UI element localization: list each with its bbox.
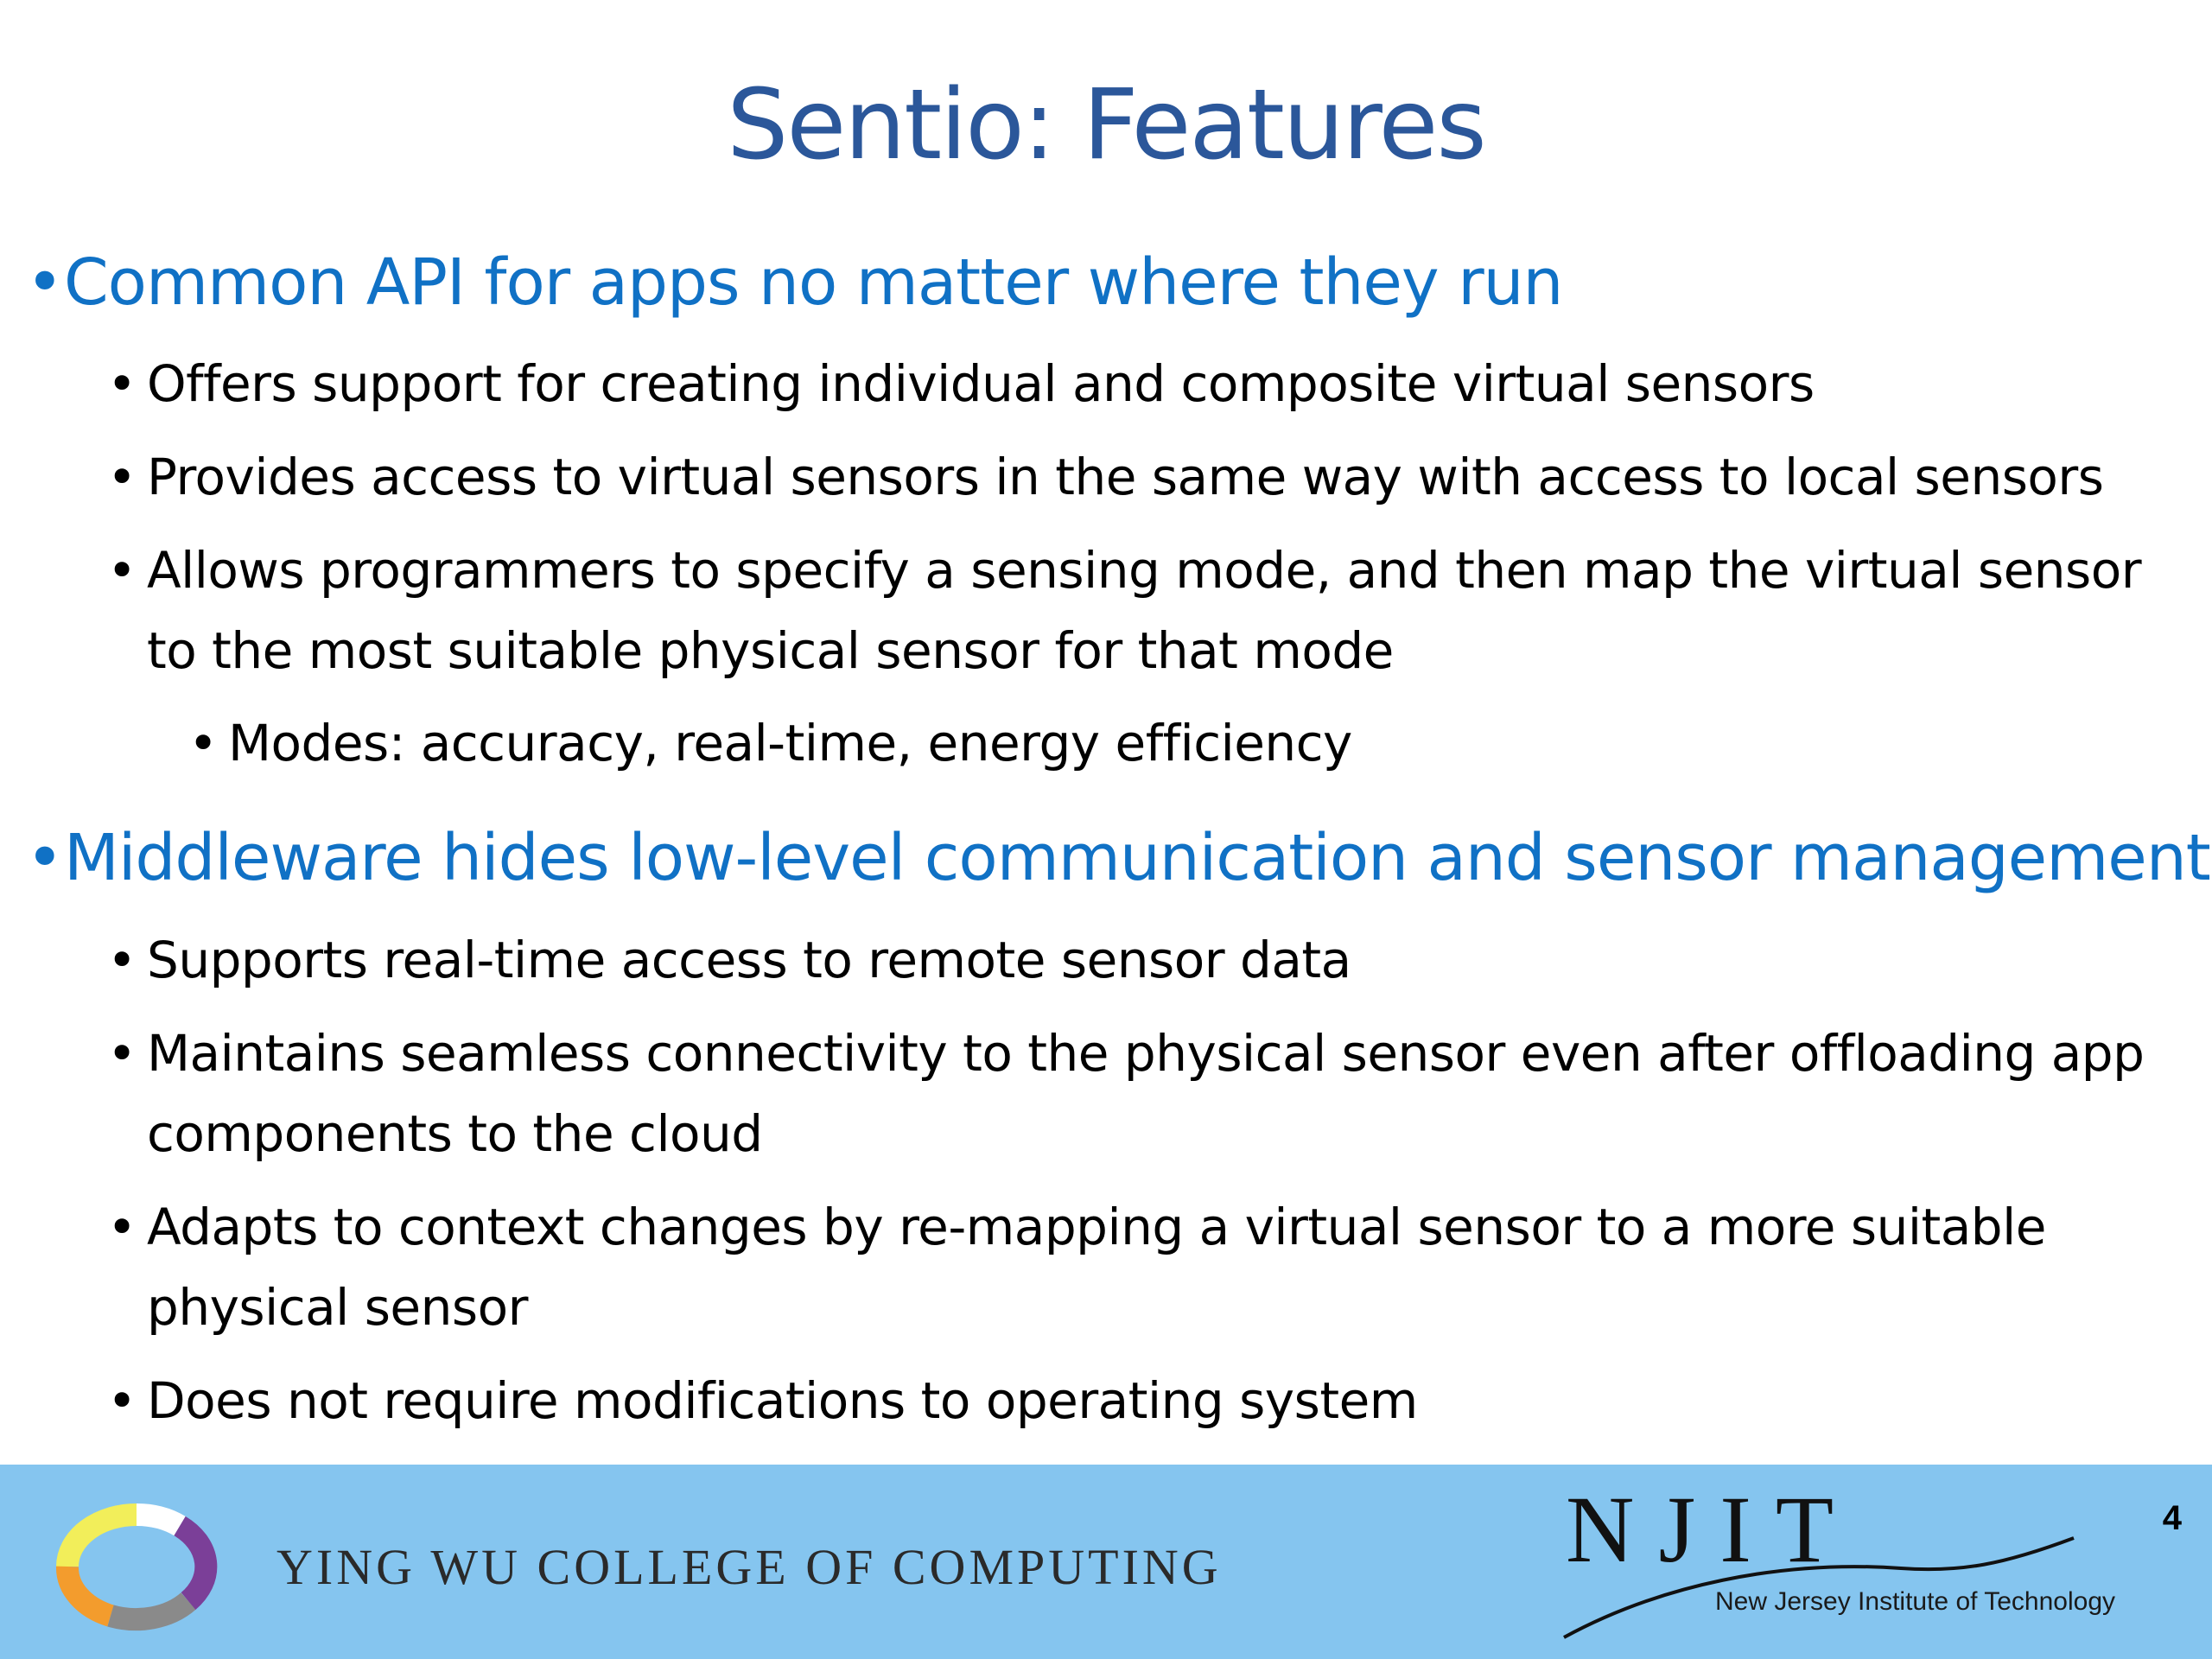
bullet-item: • Supports real-time access to remote sensor data [107, 931, 1351, 989]
section-heading: •Middleware hides low-level communication and sensor management [26, 821, 2210, 895]
bullet-item: • Offers support for creating individual and composite virtual sensors [107, 354, 1815, 413]
njit-logo-text: NJIT [1566, 1477, 1859, 1582]
bullet-item: • Maintains seamless connectivity to the physical sensor even after offloading app [107, 1024, 2145, 1083]
bullet-marker: • [107, 931, 137, 989]
bullet-marker: • [26, 245, 63, 320]
bullet-marker: • [107, 1024, 137, 1083]
bullet-marker: • [188, 714, 218, 772]
section-heading: •Common API for apps no matter where they run [26, 245, 1563, 320]
bullet-marker: • [107, 448, 137, 506]
college-name: YING WU COLLEGE OF COMPUTING [276, 1539, 1222, 1595]
bullet-item: • Does not require modifications to operating system [107, 1371, 1418, 1430]
bullet-marker: • [26, 821, 63, 895]
footer-band [0, 1465, 2212, 1659]
bullet-marker: • [107, 1371, 137, 1430]
bullet-marker: • [107, 354, 137, 413]
bullet-item-continuation: components to the cloud [147, 1104, 763, 1163]
bullet-item-continuation: physical sensor [147, 1278, 528, 1337]
college-logo-icon [50, 1497, 223, 1636]
slide-title: Sentio: Features [727, 69, 1485, 181]
institute-name: New Jersey Institute of Technology [1715, 1587, 2116, 1616]
sub-bullet-item: • Modes: accuracy, real-time, energy efficiency [188, 714, 1352, 772]
bullet-marker: • [107, 1198, 137, 1256]
bullet-item: • Provides access to virtual sensors in the same way with access to local sensors [107, 448, 2104, 506]
page-number: 4 [2162, 1499, 2182, 1537]
bullet-marker: • [107, 541, 137, 600]
bullet-item: • Allows programmers to specify a sensing mode, and then map the virtual sensor [107, 541, 2142, 600]
bullet-item-continuation: to the most suitable physical sensor for that mode [147, 621, 1394, 680]
bullet-item: • Adapts to context changes by re-mapping a virtual sensor to a more suitable [107, 1198, 2046, 1256]
